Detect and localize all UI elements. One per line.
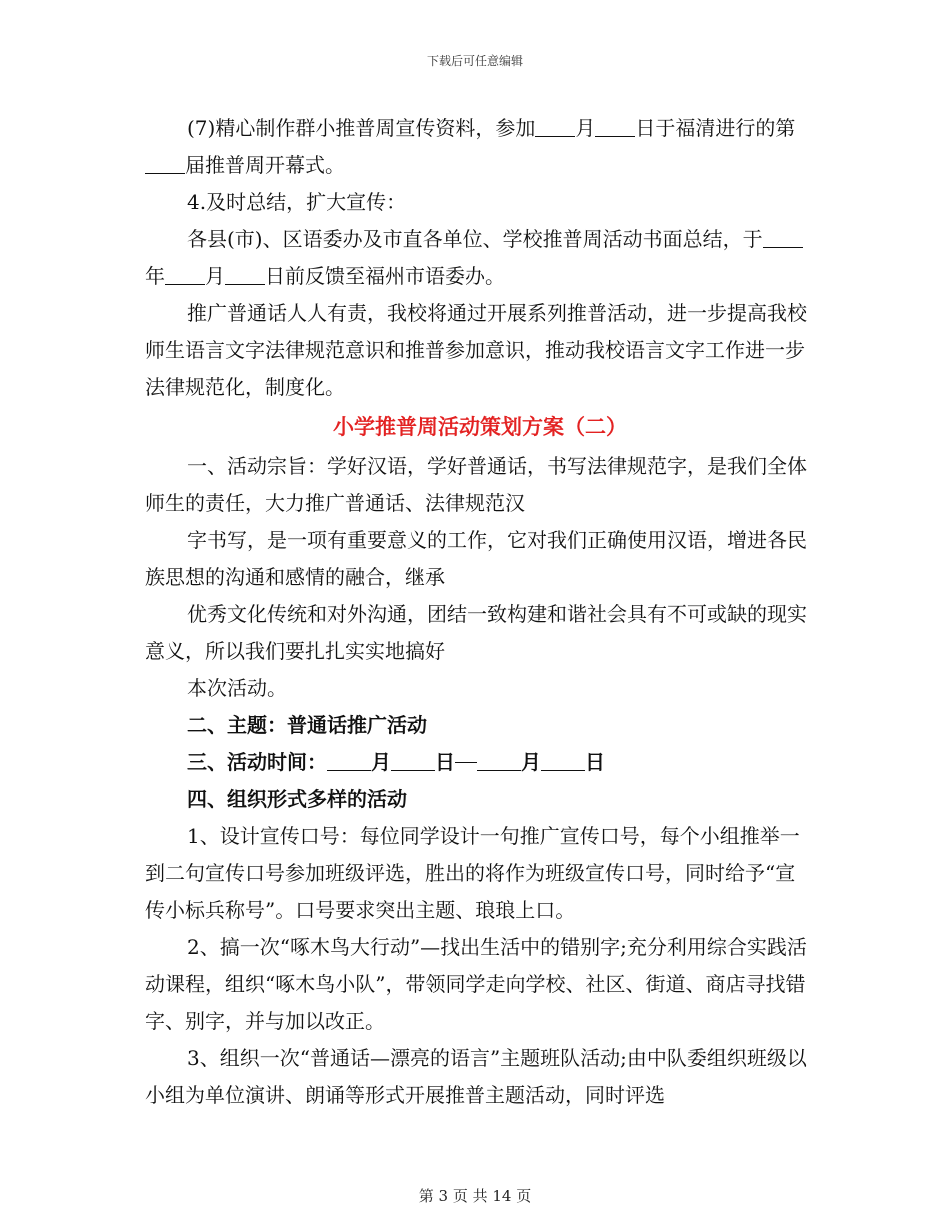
paragraph-text: 日于福清进行的第 xyxy=(635,116,796,140)
blank-field xyxy=(327,748,371,771)
paragraph-purpose-cont-1: 字书写，是一项有重要意义的工作，它对我们正确使用汉语，增进各民族思想的沟通和感情的融合，继承 xyxy=(145,528,807,589)
paragraph-purpose-cont-2: 优秀文化传统和对外沟通，团结一致构建和谐社会具有不可或缺的现实意义，所以我们要扎扎实实地搞好 xyxy=(145,602,807,663)
heading-text: 日 xyxy=(585,750,605,774)
paragraph-text: 日前反馈至福州市语委办。 xyxy=(265,264,505,288)
paragraph-text: 届推普周开幕式。 xyxy=(185,153,345,177)
blank-field xyxy=(225,262,265,285)
paragraph-text: 年 xyxy=(145,264,165,288)
paragraph-text: (7)精心制作群小推普周宣传资料，参加 xyxy=(187,116,536,140)
blank-field xyxy=(391,748,435,771)
heading-time xyxy=(145,744,815,781)
paragraph-conclusion: 推广普通话人人有责，我校将通过开展系列推普活动，进一步提高我校师生语言文字法律规范意识和推普参加意识，推动我校语言文字工作进一步法律规范化，制度化。 xyxy=(145,301,807,399)
paragraph-activity-3: 3、组织一次“普通话—漂亮的语言”主题班队活动;由中队委组织班级以小组为单位演讲、朗诵等形式开展推普主题活动，同时评选 xyxy=(145,1046,807,1107)
heading-text: 日 xyxy=(435,750,455,774)
heading-theme: 二、主题：普通话推广活动 xyxy=(187,713,427,737)
heading-text: 三、活动时间： xyxy=(187,750,327,774)
dash-separator xyxy=(455,762,477,763)
paragraph-activity-1: 1、设计宣传口号：每位同学设计一句推广宣传口号，每个小组推举一到二句宣传口号参加班级评选，胜出的将作为班级宣传口号，同时给予“宣传小标兵称号”。口号要求突出主题、琅琅上口。 xyxy=(145,824,800,922)
paragraph-item-7 xyxy=(145,110,815,184)
page-header: 下载后可任意编辑 xyxy=(426,54,523,68)
document-body xyxy=(145,110,815,1114)
paragraph-activity-2: 2、搞一次“啄木鸟大行动”—找出生活中的错别字;充分利用综合实践活动课程，组织“啄木鸟小队”，带领同学走向学校、社区、街道、商店寻找错字、别字，并与加以改正。 xyxy=(145,935,807,1033)
blank-field xyxy=(541,748,585,771)
blank-field xyxy=(145,151,185,174)
paragraph-text: 各县(市)、区语委办及市直各单位、学校推普周活动书面总结，于 xyxy=(187,227,763,251)
paragraph-text: 月 xyxy=(575,116,596,140)
section-title: 小学推普周活动策划方案（二） xyxy=(333,415,627,439)
paragraph-purpose-cont-3: 本次活动。 xyxy=(187,676,287,700)
blank-field xyxy=(763,225,803,248)
blank-field xyxy=(535,114,575,137)
heading-text: 月 xyxy=(371,750,391,774)
blank-field xyxy=(165,262,205,285)
paragraph-purpose: 一、活动宗旨：学好汉语，学好普通话，书写法律规范字，是我们全体师生的责任，大力推广普通话、法律规范汉 xyxy=(145,454,807,515)
heading-text: 月 xyxy=(521,750,541,774)
paragraph-text: 月 xyxy=(205,264,225,288)
paragraph-summary-heading: 4.及时总结，扩大宣传： xyxy=(187,190,407,214)
page-footer: 第 3 页 共 14 页 xyxy=(418,1187,532,1205)
heading-activities: 四、组织形式多样的活动 xyxy=(187,787,407,811)
blank-field xyxy=(477,748,521,771)
paragraph-summary xyxy=(145,221,815,295)
blank-field xyxy=(595,114,635,137)
